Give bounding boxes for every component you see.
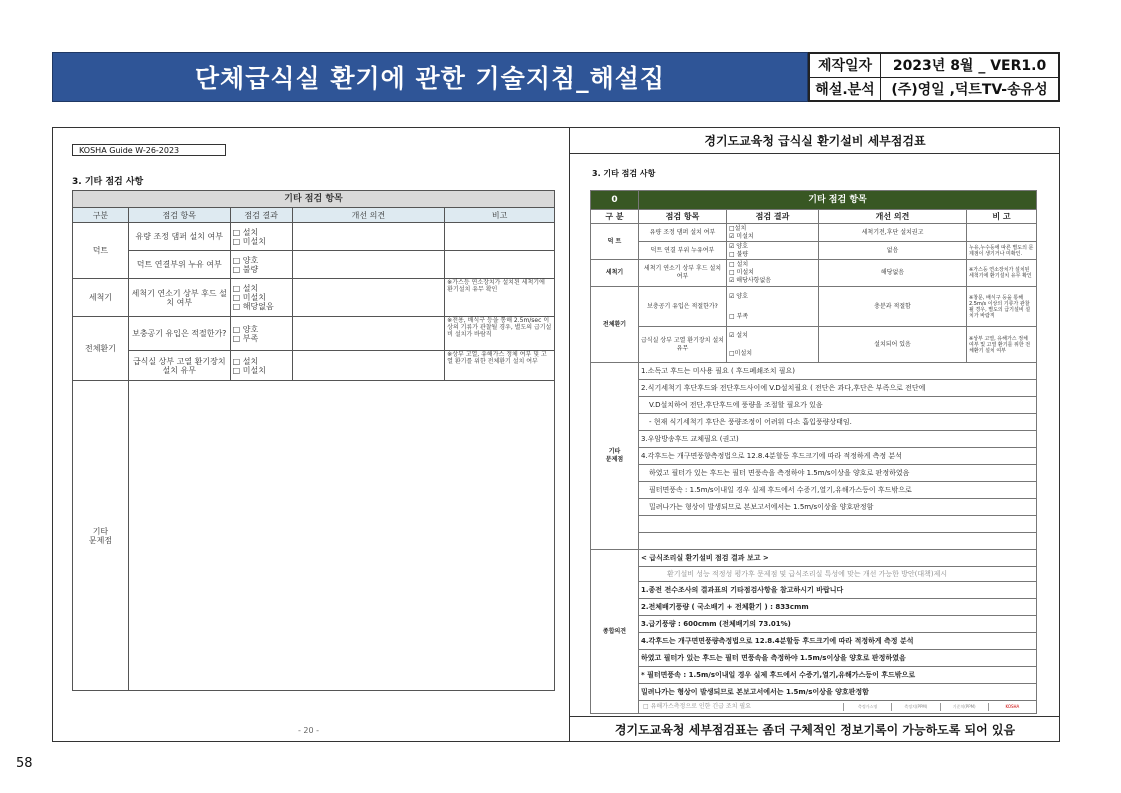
note-cell xyxy=(967,224,1037,242)
summary-line: 4.각후드는 개구면면풍량측정법으로 12.8.4분할등 후드크기에 따라 적정하게 측정 분석 xyxy=(639,633,1037,650)
result-cell xyxy=(727,242,819,260)
result-line: □ 부족 xyxy=(729,312,749,320)
problem-line-empty xyxy=(639,516,1037,533)
note-cell: ※창문, 배식구 등을 통해 2.5m/s 이상의 기류가 관찰될 경우, 별도의 급기설비 설치가 바람직 xyxy=(967,287,1037,327)
problem-line: 필터면풍속 : 1.5m/s이내일 경우 실제 후드에서 수증기,열기,유해가스등이 후드밖으로 xyxy=(639,482,1037,499)
group-cell: 덕트 xyxy=(73,223,129,279)
problem-line: 3.우암방송후드 교체필요 (권고) xyxy=(639,431,1037,448)
group-cell: 기타 문제점 xyxy=(591,363,639,550)
result-line: □설치 xyxy=(729,224,747,232)
group-cell: 종합의견 xyxy=(591,550,639,714)
problem-line-empty xyxy=(639,533,1037,550)
problem-line: V.D설치하여 전단,후단후드에 풍량을 조절할 필요가 있음 xyxy=(639,397,1037,414)
meta-value: 2023년 8월 _ VER1.0 xyxy=(881,54,1059,78)
result-line: □미설치 xyxy=(729,349,753,357)
note-cell: ※상부 고열, 유해가스 정체 여부 및 고열 환기를 위한 전체환기 설치 여부 xyxy=(445,351,555,381)
summary-line: * 필터면풍속 : 1.5m/s이내일 경우 실제 후드에서 수증기,열기,유해가스등이 후드밖으로 xyxy=(639,667,1037,684)
problem-line: 하였고 필터가 있는 후드는 필터 면풍속을 측정하야 1.5m/s이상을 양호로 판정하였음 xyxy=(639,465,1037,482)
note-cell xyxy=(445,251,555,279)
note-cell xyxy=(445,223,555,251)
note-cell: ※가스등 연소장치가 설치된 세척기에 환기설치 유무 확인 xyxy=(967,260,1037,287)
problem-line: 2.식기세척기 후단후드와 전단후드사이에 V.D설치필요 ( 전단은 과다,후단은 부족으로 전단에 xyxy=(639,380,1037,397)
column-header: 비고 xyxy=(445,208,555,223)
group-cell: 덕 트 xyxy=(591,224,639,260)
summary-line: 2.전체배기풍량 ( 국소배기 + 전체환기 ) : 833cmm xyxy=(639,599,1037,616)
group-cell: 기타 문제점 xyxy=(73,381,129,691)
group-cell: 전체환기 xyxy=(73,317,129,381)
opinion-cell xyxy=(292,251,445,279)
summary-line: 하였고 필터가 있는 후드는 필터 면풍속을 측정하야 1.5m/s이상을 양호로 판정하였음 xyxy=(639,650,1037,667)
problems-cell xyxy=(128,381,554,691)
left-section-title: 3. 기타 점검 사항 xyxy=(72,177,144,187)
result-line: ☑ 미설치 xyxy=(729,232,754,240)
column-header: 점검 결과 xyxy=(230,208,292,223)
result-line: ☑ 해당사항없음 xyxy=(729,277,772,284)
opinion-cell xyxy=(292,317,445,351)
opinion-cell: 없음 xyxy=(819,242,967,260)
meta-label: 해설.분석 xyxy=(810,77,881,101)
item-cell: 보충공기 유입은 적절한가? xyxy=(128,317,230,351)
left-check-table xyxy=(72,190,555,691)
emergency-row xyxy=(639,701,1037,714)
result-line: ☑ 양호 xyxy=(729,292,748,300)
problem-line: 1.소독고 후드는 미사용 필요 ( 후드폐쇄조치 필요) xyxy=(639,363,1037,380)
result-line: ☑ 양호 xyxy=(729,242,748,250)
group-cell: 세척기 xyxy=(591,260,639,287)
result-line: □ 미설치 xyxy=(729,269,754,276)
right-footer-note: 경기도교육청 세부점검표는 좀더 구체적인 정보기록이 가능하도록 되어 있음 xyxy=(570,716,1060,742)
document-title: 단체급식실 환기에 관한 기술지침_해설집 xyxy=(52,52,808,102)
result-cell xyxy=(727,327,819,363)
summary-line: 밀려나가는 형상이 발생되므로 본보고서에서는 1.5m/s이상을 양호판정함 xyxy=(639,684,1037,701)
note-cell: ※가스등 연소장치가 설치된 세척기에 환기설치 유무 확인 xyxy=(445,279,555,317)
result-cell: □ 양호 □ 불량 xyxy=(230,251,292,279)
item-cell: 유량 조정 댐퍼 설치 여부 xyxy=(639,224,727,242)
gas-name-field: 측정가스명 xyxy=(843,703,891,711)
opinion-cell: 세척기전,후단 설치권고 xyxy=(819,224,967,242)
opinion-cell xyxy=(292,351,445,381)
summary-line: 3.급기풍량 : 600cmm (전체배기의 73.01%) xyxy=(639,616,1037,633)
table-title: 기타 점검 항목 xyxy=(639,191,1037,210)
page-number: - 20 - xyxy=(298,726,320,735)
column-header: 점검 항목 xyxy=(639,210,727,224)
meta-value: (주)영일 ,덕트TV-송유성 xyxy=(881,77,1059,101)
opinion-cell: 충분과 적절함 xyxy=(819,287,967,327)
panel-divider xyxy=(569,127,570,742)
opinion-cell: 해당없음 xyxy=(819,260,967,287)
problem-line: 밀려나가는 형상이 발생되므로 본보고서에서는 1.5m/s이상을 양호판정함 xyxy=(639,499,1037,516)
result-cell xyxy=(727,260,819,287)
item-cell: 급식실 상부 고열 환기장치 설치유무 xyxy=(639,327,727,363)
item-cell: 급식실 상부 고열 환기장치 설치 유무 xyxy=(128,351,230,381)
summary-line: 1.종전 전수조사의 결과표의 기타점검사항을 참고하시기 바랍니다 xyxy=(639,582,1037,599)
table-number: 0 xyxy=(591,191,639,210)
meta-label: 제작일자 xyxy=(810,54,881,78)
group-cell: 전체환기 xyxy=(591,287,639,363)
note-cell: 누유,누수등에 따른 별도의 문제점이 생기거나 미확인. xyxy=(967,242,1037,260)
item-cell: 덕트 연결 부위 누유여부 xyxy=(639,242,727,260)
item-cell: 세척기 연소기 상부 후드 설치 여부 xyxy=(639,260,727,287)
guide-code: KOSHA Guide W-26-2023 xyxy=(72,144,226,156)
note-cell: ※상부 고열, 유해가스 정체 여부 및 고열 환기를 위한 전체환기 설치 여부 xyxy=(967,327,1037,363)
opinion-cell: 설치되어 있음 xyxy=(819,327,967,363)
column-header: 개선 의견 xyxy=(292,208,445,223)
item-cell: 덕트 연결부위 누유 여부 xyxy=(128,251,230,279)
gas-ppm-field: 측정치(PPM) xyxy=(891,703,939,711)
summary-heading: < 급식조리실 환기설비 점검 결과 보고 > xyxy=(639,550,1037,567)
problem-line: - 현재 식기세척기 후단은 풍량조정이 어려워 다소 흡입풍량상태임. xyxy=(639,414,1037,431)
corner-page-number: 58 xyxy=(16,756,33,771)
column-header: 구 분 xyxy=(591,210,639,224)
opinion-cell xyxy=(292,279,445,317)
result-line: □ 불량 xyxy=(729,250,749,258)
right-check-table xyxy=(590,190,1037,714)
kosha-mark: KOSHA xyxy=(988,703,1036,711)
column-header: 개선 의견 xyxy=(819,210,967,224)
gas-limit-field: 기준치(PPM) xyxy=(940,703,988,711)
item-cell: 보충공기 유입은 적절한가? xyxy=(639,287,727,327)
table-title: 기타 점검 항목 xyxy=(73,191,555,208)
result-cell: □ 설치 □ 미설치 xyxy=(230,223,292,251)
result-line: □ 설치 xyxy=(729,261,749,268)
opinion-cell xyxy=(292,223,445,251)
result-cell: □ 양호 □ 부족 xyxy=(230,317,292,351)
result-cell: □ 설치 □ 미설치 xyxy=(230,351,292,381)
column-header: 점검 항목 xyxy=(128,208,230,223)
column-header: 구분 xyxy=(73,208,129,223)
group-cell: 세척기 xyxy=(73,279,129,317)
result-cell xyxy=(727,224,819,242)
problem-line: 4.각후드는 개구면풍향측정법으로 12.8.4분할등 후드크기에 따라 적정하게 측정 분석 xyxy=(639,448,1037,465)
column-header: 점검 결과 xyxy=(727,210,819,224)
meta-box xyxy=(808,52,1060,102)
right-section-title: 3. 기타 점검 사항 xyxy=(592,169,656,178)
note-cell: ※전용, 배식구 등을 통해 2.5m/sec 이상의 기류가 관찰될 경우, 별도의 급기설비 설치가 바람직 xyxy=(445,317,555,351)
result-line: ☑ 설치 xyxy=(729,331,748,339)
item-cell: 유량 조정 댐퍼 설치 여부 xyxy=(128,223,230,251)
item-cell: 세척기 연소기 상부 후드 설치 여부 xyxy=(128,279,230,317)
column-header: 비 고 xyxy=(967,210,1037,224)
result-cell xyxy=(727,287,819,327)
right-title: 경기도교육청 급식실 환기설비 세부점검표 xyxy=(570,128,1060,154)
summary-subheading: 환기설비 성능 적정성 평가후 문제점 및 급식조리실 특성에 맞는 개선 가능한 방안(대책)제시 xyxy=(639,567,1037,582)
result-cell: □ 설치 □ 미설치 □ 해당없음 xyxy=(230,279,292,317)
emergency-label: □ 유해가스측정으로 인한 긴급 조치 필요 xyxy=(643,703,751,710)
